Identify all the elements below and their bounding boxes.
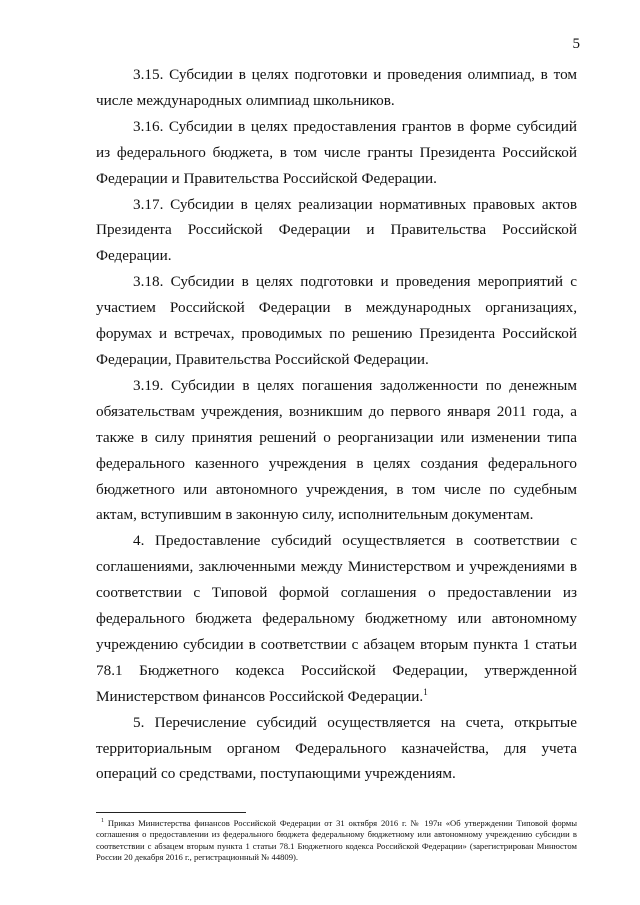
paragraph-3-17: 3.17. Субсидии в целях реализации нормативных правовых актов Президента Российской Федерации и Правительства Российской Федерации. <box>96 195 577 265</box>
footnote-divider <box>96 812 246 813</box>
document-body <box>96 62 577 787</box>
footnote <box>96 818 577 864</box>
footnote-marker: 1 <box>101 818 104 825</box>
paragraph-4 <box>96 528 577 709</box>
paragraph-3-15: 3.15. Субсидии в целях подготовки и проведения олимпиад, в том числе международных олимпиад школьников. <box>96 66 577 109</box>
footnote-text: Приказ Министерства финансов Российской Федерации от 31 октября 2016 г. № 197н «Об утверждении Типовой формы соглашения о предоставлении из федерального бюджета федеральному бюджетному или автономному учреждению субсидии в соответствии с абзацем вторым пункта 1 статьи 78.1 Бюджетного кодекса Российской Федерации» (зарегистрирован Минюстом России 20 декабря 2016 г., регистрационный № 44809). <box>96 818 578 863</box>
paragraph-4-text: 4. Предоставление субсидий осуществляется в соответствии с соглашениями, заключенными между Министерством и учреждениями в соответствии с Типовой формой соглашения о предоставлении из федерального бюджета федеральному бюджетному или автономному учреждению субсидии в соответствии с абзацем вторым пункта 1 статьи 78.1 Бюджетного кодекса Российской Федерации, утвержденной Министерством финансов Российской Федерации. <box>96 532 577 705</box>
footnote-reference: 1 <box>423 686 428 697</box>
paragraph-3-19: 3.19. Субсидии в целях погашения задолженности по денежным обязательствам учреждения, возникшим до первого января 2011 года, а также в силу принятия решений о реорганизации или изменении типа федерального казенного учреждения в целях создания федерального бюджетного или автономного учреждения, в том числе по судебным актам, вступившим в законную силу, исполнительным документам. <box>96 376 577 524</box>
page-number: 5 <box>572 36 580 52</box>
paragraph-5: 5. Перечисление субсидий осуществляется на счета, открытые территориальным органом Федерального казначейства, для учета операций со средствами, поступающими учреждениям. <box>96 713 577 783</box>
paragraph-3-18: 3.18. Субсидии в целях подготовки и проведения мероприятий с участием Российской Федерации в международных организациях, форумах и встречах, проводимых по решению Президента Российской Федерации, Правительства Российской Федерации. <box>96 273 577 368</box>
paragraph-3-16: 3.16. Субсидии в целях предоставления грантов в форме субсидий из федерального бюджета, в том числе гранты Президента Российской Федерации и Правительства Российской Федерации. <box>96 117 577 187</box>
